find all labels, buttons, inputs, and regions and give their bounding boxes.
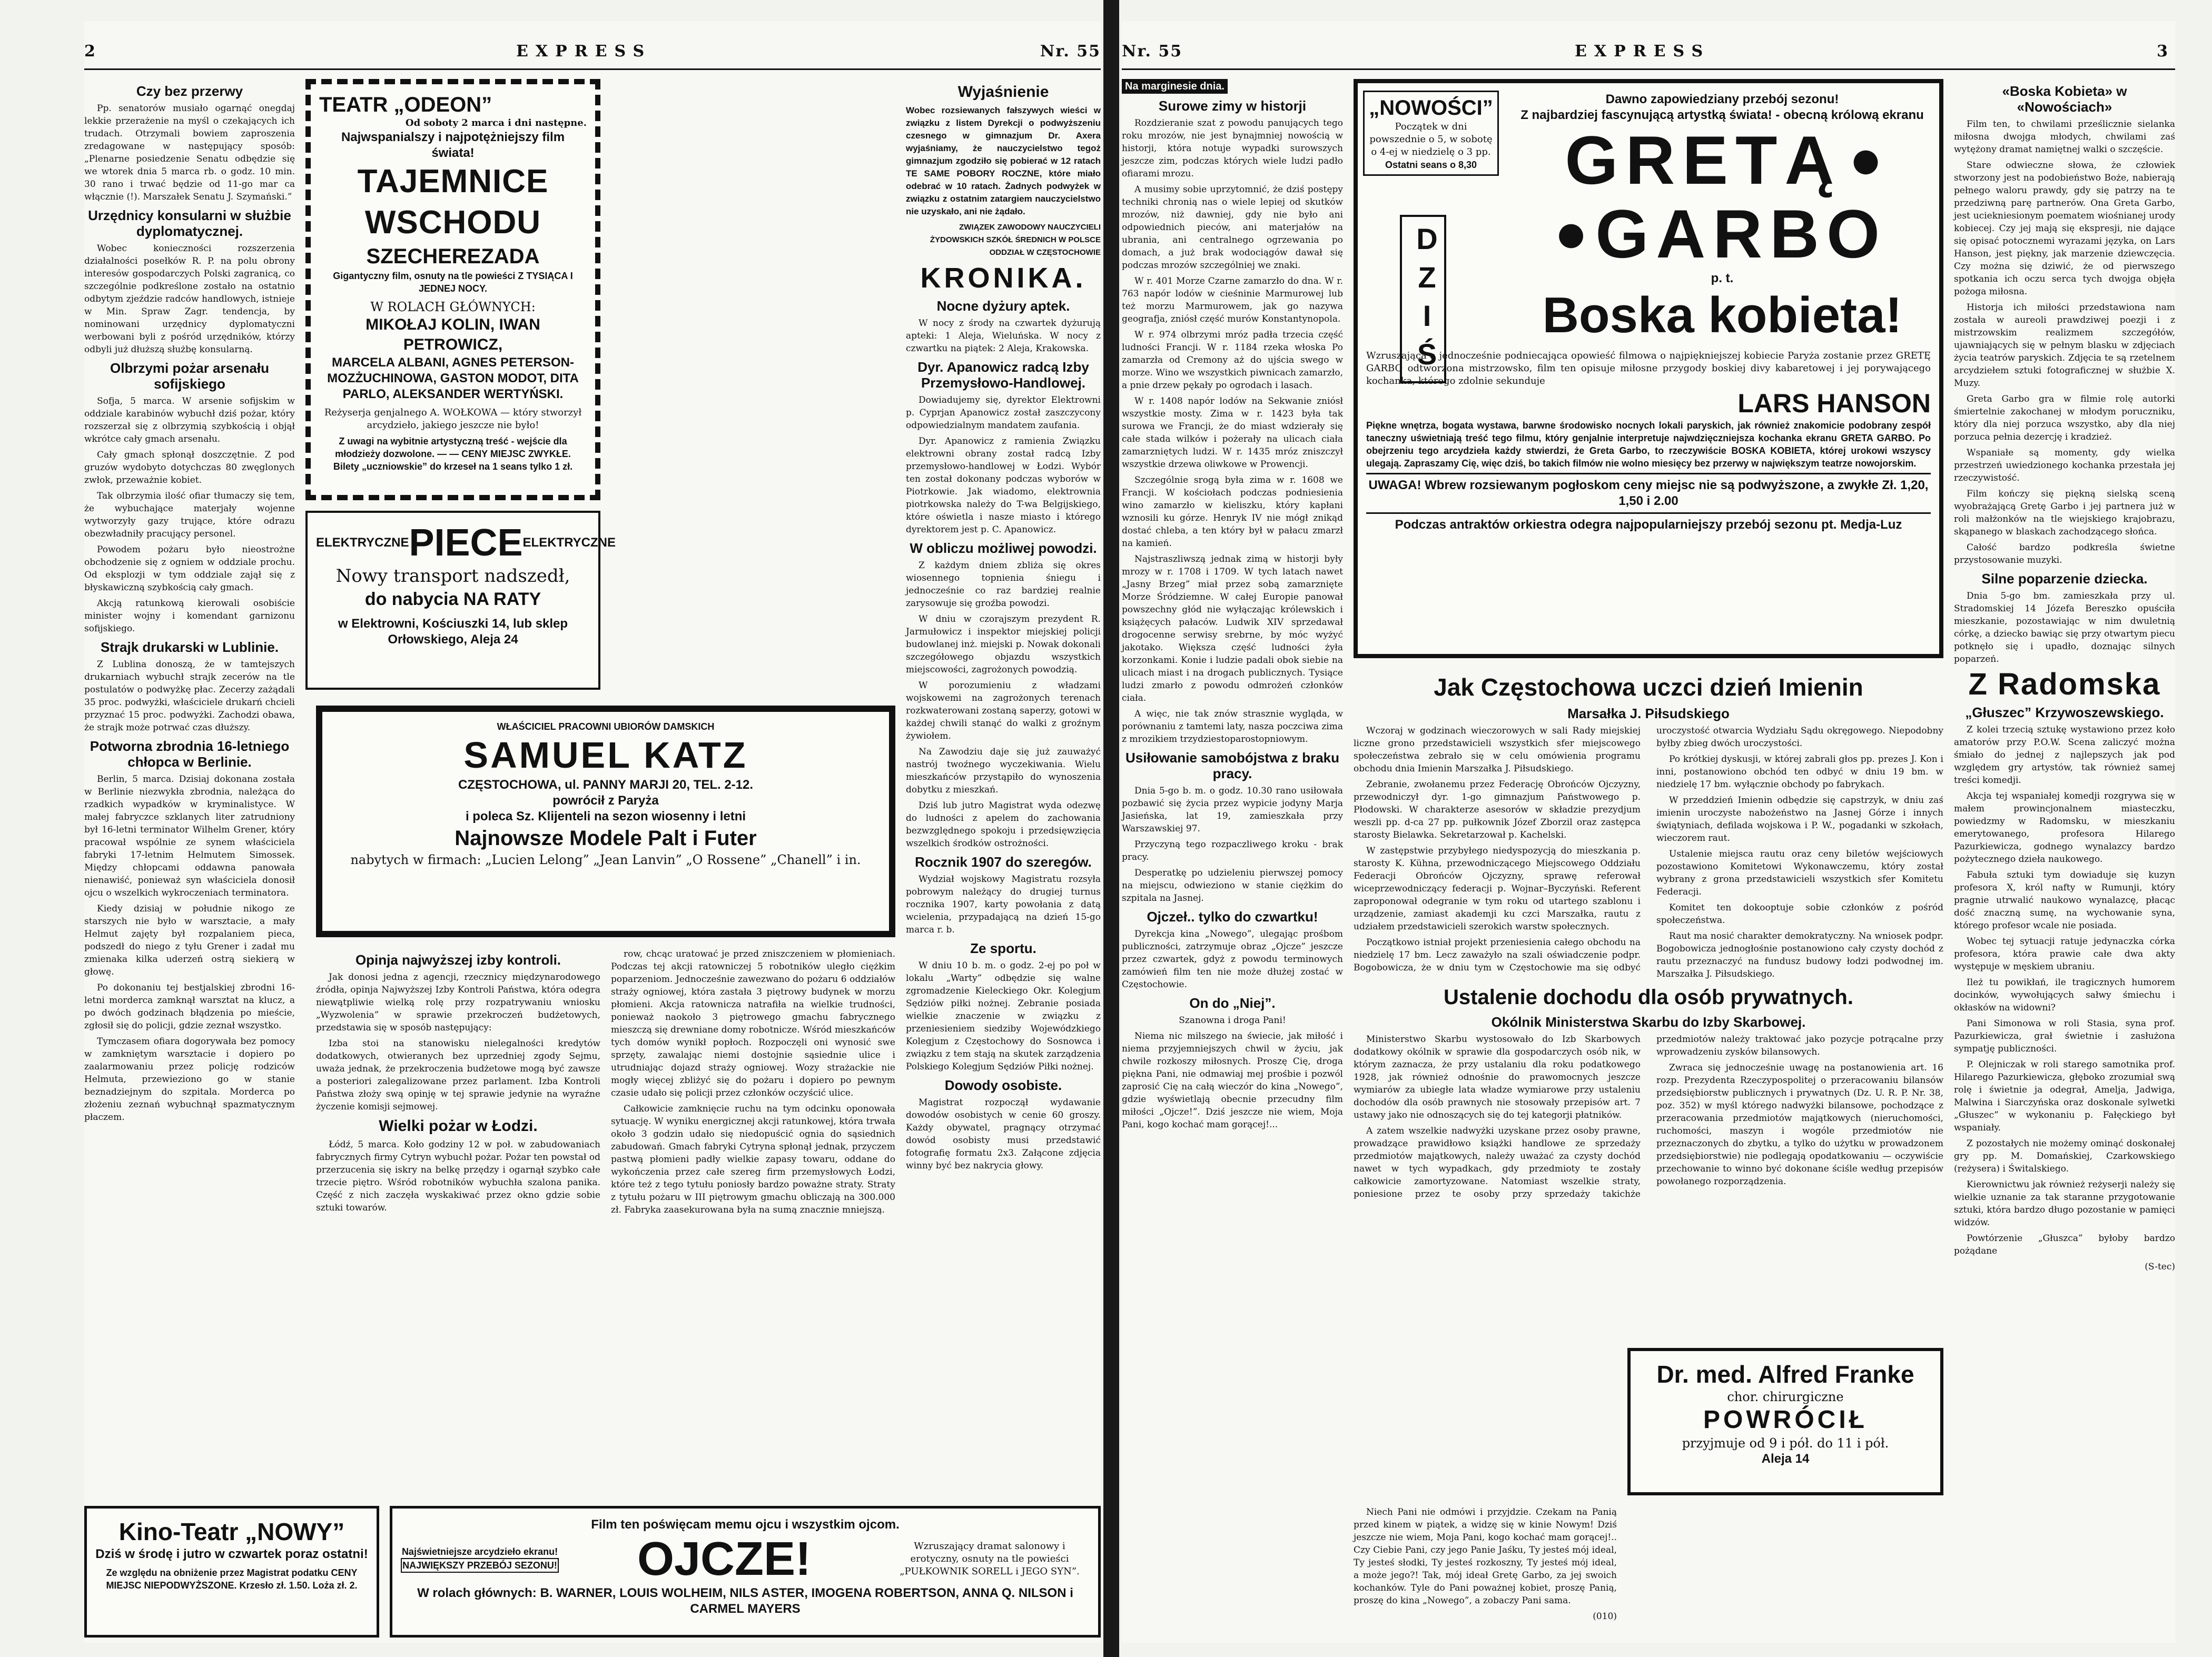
ad-nowosci-desc: Wzruszająca a jednocześnie podniecająca opowieść filmowa o najpiękniejszej kobiecie Paryża zostanie przez GRETĘ GARBO odtworzona mistrzowsko, film ten opisuje miłosne przygody boskiej divy kabaretowej i jej porywającego kochanka, którego zdolnie sekunduje [1366,350,1931,386]
paragraph: Kiedy dzisiaj w południe nikogo ze starszych nie było w warsztacie, a mały Helmut zajęty był rozpalaniem pieca, podszedł do niego z tyłu Grener i zadał mu zmienaka kilka uderzeń ostrą siekierą w głowę. [84,904,295,977]
section-title-kronika: KRONIKA. [920,262,1087,294]
paragraph: Na Zawodziu daje się już zauważyć nastrój twoźnego wyczekiwania. Wielu mieszkańców przystąpiło do wynoszenia dobytku z mieszkań. [906,747,1101,795]
paragraph: A więc, nie tak znów strasznie wygląda, w porównaniu z tamtemi laty, nasza poczciwa zima z mrozikiem trzydziestoparostopniowym. [1122,709,1343,745]
paragraph: A zatem wszelkie nadwyżki uzyskane przez osoby prawne, prowadzące prawidłowo książki handlowe ze sprzedaży przedmiotów majątkowych, należy uważać za czysty dochód nawet w tych wypadkach, gdy przedmioty te zostały całkowicie zamortyzowane. Natomiast wszelkie straty, poniesione przez te osoby przy sprzedaży takichże przedmiotów należy traktować jako pozycje potrącalne przy wprowadzeniu zysków bilansowych. [1354,1034,1943,1199]
heading: Potworna zbrodnia 16-letniego chłopca w Berlinie. [90,738,290,770]
paragraph: Szczególnie srogą była zima w r. 1608 we Francji. W kościołach podczas podniesienia wino zamarzło w kieliszku, który kapłani wznosili ku górze. Henryk IV nie mógł znikąd dostać chleba, a ten który był w pałacu zmarzł na kamień. [1122,475,1343,549]
right-header [1122,21,2175,70]
heading: Dowody osobiste. [944,1077,1062,1093]
paragraph: Niech Pani nie odmówi i przyjdzie. Czekam na Panią przed kinem w piątek, a widzę się w kinie Nowym! Dziś jeszcze nie wiem, Moja Pani, kogo kochać mam gorącej!.. Czy Ciebie Pani, czy jego Panie Jaśku, Ty jesteś mój ideal, Ty jesteś słodki, Ty jesteś rozkoszny, Ty jesteś mój ideal, a może jego?! Tak, mój ideał Gretę Garbo, za jej swoich kochanków. Tyle do Pani poważnej kobiet, proszę Panią, proszę do kina „Nowego”, a zobaczy Pani sama. [1354,1507,1617,1606]
right-column-1 [1122,79,1343,1638]
ad-piece-line-1: Nowy transport nadszedł, [335,565,570,587]
paragraph: Wobec konieczności rozszerzenia działalności posełków R. P. na polu obrony interesów gospodarczych Polski zagranicą, co szczególnie podkreślone zostało na ostatnio odbytym zjeździe radców handlowych, istnieje w Min. Spraw Zagr. tendencja, by nominowani urzędnicy dyplomatyczni werbowani byli z pośród urzędników, którzy odbyli już dłuższą służbę konsularną. [84,243,295,355]
heading: Ustalenie dochodu dla osób prywatnych. [1444,986,1853,1009]
paragraph: Izba stoi na stanowisku nielegalności kredytów dodatkowych, otwieranych bez uprzedniej zgody Sejmu, uważa jednak, że przekroczenia budżetowe mogą być zawsze a posteriori zalegalizowane przez parlament. Izba Kontroli Państwa złoży swą opinję w tej sprawie jedynie na wyraźne życzenie komisji sejmowej. [316,1038,600,1112]
paragraph: W r. 974 olbrzymi mróz padła trzecia część ludności Francji. W r. 1184 rzeka włoska Po zamarzła od Cremony aż do ujścia swego w morze. Wino we wszystkich piwnicach zamarzło, a pnie drzew pękały po ogrodach i lasach. [1122,330,1343,391]
kicker: Na marginesie dnia. [1122,79,1228,94]
ad-odeon-roles: W ROLACH GŁÓWNYCH: [370,300,536,314]
ad-star-row-2 [1514,197,1931,271]
ad-nowy-name: Kino-Teatr „NOWY” [118,1518,345,1545]
greeting: Szanowna i droga Pani! [1179,1015,1286,1026]
ad-ojcze-row [401,1533,1090,1585]
heading: Strajk drukarski w Lublinie. [100,639,279,655]
paragraph: Stare odwieczne słowa, że człowiek stworzony jest na podobieństwo Boże, nabierają pełnego waloru prawdy, gdy się patrzy na te przedziwną parę partnerów. Ona Greta Garbo, jest uciekniesionym poematem wiośnianej urody kobiecej. Czy jej mają się ekspresji, nie dające się opisać potocznemi wyrazami języka, on Lars Hanson, jest piękny, jak marzenie dziewczęcia. Czy można się dziwić, że od pierwszego spotkania ich oczu serca tych dwojga objęła pożoga miłosna. [1954,160,2175,297]
paragraph: W przeddzień Imienin odbędzie się capstrzyk, w dniu zaś imienin uroczyste nabożeństwo na Jasnej Górze i innych świątyniach, defilada wojskowa i P. W., pogadanki w szkołach, wieczorem raut. [1656,795,1943,844]
heading: Usiłowanie samobójstwa z braku pracy. [1125,750,1339,781]
heading: Urzędnicy konsularni w służbie dyplomatycznej. [88,207,291,239]
heading: On do „Niej”. [1189,995,1276,1011]
ad-ojcze-cast: W rolach głównych: B. WARNER, LOUIS WOLHEIM, NILS ASTER, IMOGENA ROBERTSON, ANNA Q. NILSON i CARMEL MAYERS [417,1586,1073,1616]
heading: Silne poparzenie dziecka. [1981,571,2148,587]
heading: „Głuszec” Krzywoszewskiego. [1965,705,2164,720]
ad-nowosci-title: Boska kobieta! [1542,287,1902,343]
heading: Ze sportu. [970,940,1036,956]
heading: Jak Częstochowa uczci dzień Imienin [1434,673,1863,701]
paragraph: Z kolei trzecią sztukę wystawiono przez koło amatorów przy P.O.W. Scena zaliczyć można śmiało do jednej z najlepszych jak pod względem gry artystów, tak również samej treści komedji. [1954,725,2175,786]
paragraph: Z Lublina donoszą, że w tamtejszych drukarniach wybuchł strajk zecerów na tle postulatów o podwyżkę płac. Zecerzy zażądali 35 proc. podwyżki, właściciele drukarń chcieli przyznać 15 proc. podwyżki. Zachodzi obawa, że strajk może potrwać czas dłuższy. [84,659,295,733]
ad-odeon-subtitle: SZECHEREZADA [366,245,540,268]
heading: Opinja najwyższej izby kontroli. [355,952,561,968]
ad-kino-nowy [84,1506,379,1638]
paragraph: W r. 401 Morze Czarne zamarzło do dna. W r. 763 napór lodów w cieśninie Marmurowej lub też morzu Marmurowem, jak go nazywa geografja, zniósł część murów Konstantynopola. [1122,276,1343,324]
paragraph: Powodem pożaru było nieostrożne obchodzenie się z ogniem w oddziale prochu. Od eksplozji w tym oddziale zajął się z błyskawiczną szybkością cały gmach. [84,544,295,593]
heading: Czy bez przerwy [136,83,243,99]
ad-katz-returned: powrócił z Paryża [552,793,659,808]
ad-franke-address: Aleja 14 [1761,1452,1810,1466]
paragraph: A musimy sobie uprzytomnić, że dziś postępy techniki chronią nas o wiele lepiej od skutków mrozów, niż dawniej, gdy nie było ani odpowiednich pieców, ani materjałów na ubrania, ani centralnego ogrzewania po domach, a już brak wodociągów dawał się podczas mrozów szczególniej we znaki. [1122,184,1343,271]
ad-piece-line-3: w Elektrowni, Kościuszki 14, lub sklep Orłowskiego, Aleja 24 [338,617,568,647]
paragraph: Raut ma nosić charakter demokratyczny. Na wniosek podpr. Bogobowicza jednogłośnie postanowiono cały czysty dochód z rautu przeznaczyć na fundusz budowy łodzi podwodnej im. Marszałka J. Piłsudskiego. [1656,931,1943,979]
ad-ojcze-title: OJCZE! [637,1533,812,1585]
section-title-radomsko: Z Radomska [1968,667,2161,701]
heading: W obliczu możliwej powodzi. [910,540,1097,556]
ad-katz-models: Najnowsze Modele Palt i Futer [455,827,757,850]
ad-dr-franke [1627,1348,1943,1495]
heading: «Boska Kobieta» w «Nowościach» [2002,83,2127,115]
right-column-bottom [1354,1506,1617,1638]
ad-ojcze [390,1506,1101,1638]
ad-odeon-theatre: TEATR „ODEON” [319,93,492,116]
ad-nowosci-name: „NOWOŚCI” [1369,96,1493,120]
paragraph: Magistrat rozpoczął wydawanie dowodów osobistych w cenie 60 groszy. Każdy obywatel, pragnący otrzymać dowód osobisty musi przedstawić fotografię formatu 2x3. Załącone zdjęcia winny być bez nakrycia głowy. [906,1097,1101,1171]
ad-katz-line: i poleca Sz. Klijenteli na sezon wiosenny i letni [465,809,746,823]
ad-nowosci-dzis: DZIŚ [1400,215,1446,383]
paragraph: Po krótkiej dyskusji, w której zabrali głos pp. prezes J. Kon i inni, postanowiono obchód ten odbyć w dniu 19 bm. w niedzielę 17 bm. wyłącznie obchody po fabrykach. [1656,754,1943,790]
ad-nowosci-pt: p. t. [1711,271,1734,285]
paragraph: Akcją ratunkową kierowali osobiście minister wojny i komendant garnizonu sofijskiego. [84,598,295,634]
paragraph: Sofja, 5 marca. W arsenie sofijskim w oddziale karabinów wybuchł dziś pożar, który rozszerzał się z olbrzymią szybkością i objął wkrótce cały gmach arsenału. [84,396,295,444]
paragraph: Z każdym dniem zbliża się okres wiosennego topnienia śniegu i jednocześnie co raz bardziej realnie zarysowuje się groźba powodzi. [906,560,1101,609]
paragraph: Cały gmach spłonął doszczętnie. Z pod gruzów wydobyto dotychczas 80 zwęglonych zwłok, przeważnie kobiet. [84,450,295,485]
paragraph: Wczoraj w godzinach wieczorowych w sali Rady miejskiej liczne grono przedstawicieli wszystkich sfer miejscowego społeczeństwa zebrało się w celu omówienia programu obchodu dnia Imienin Marszałka J. Piłsudskiego. [1354,726,1641,774]
paragraph: W dniu 10 b. m. o godz. 2-ej po poł w lokalu „Warty” odbędzie się walne zgromadzenie Kieleckiego Okr. Kolegjum Sędziów piłki nożnej. Zebranie posiada wielkie znaczenie w związku z przeniesieniem siedziby Wojewódzkiego Kolegjum z Częstochowy do Sosnowca i związku z tem stają na skutek zarządzenia Polskiego Kolegjum Sędziów Piłki nożnej. [906,960,1101,1072]
ad-franke-name: Dr. med. Alfred Franke [1656,1361,1914,1388]
ad-ojcze-left-1: Najświetniejsze arcydzieło ekranu! [401,1546,558,1557]
left-page [84,21,1101,1643]
paragraph: Zebranie, zwołanemu przez Federację Obrońców Ojczyzny, przewodniczył dyr. 1-go gimnazjum Państwowego p. Płodowski. W charakterze asesorów w składzie prezydjum weszli pp. d-ca 27 pp. pułkownik Józef Zborzil oraz zastępca starosty Bielawka. Sekretarzował p. Kachelski. [1354,779,1641,840]
ad-piece-headline [316,521,616,564]
ad-nowosci-main [1514,92,1931,344]
paragraph: Po dokonaniu tej bestjalskiej zbrodni 16-letni morderca zamknął warsztat na klucz, a po dwóch godzinach błądzenia po mieście, zgłosił się do policji, gdzie zeznał wszystko. [84,983,295,1031]
ad-odeon-director: Reżyserja genjalnego A. WOŁKOWA — który stworzył arcydzieło, jakiego jeszcze nie było! [324,407,582,431]
paragraph: Przyczyną tego rozpaczliwego kroku - brak pracy. [1122,839,1343,862]
right-page [1122,21,2175,1643]
paragraph: Z pozostałych nie możemy ominąć doskonałej gry pp. M. Domańskiej, Czarkowskiego (reżysera) i Świtalskiego. [1954,1138,2175,1174]
left-column-1 [84,79,295,1632]
paragraph: W zastępstwie przybyłego niedyspozycją do mieszkania p. starosty K. Kühna, przewodniczącego Miejscowego Oddziału Federacji Obrońców Ojczyzny, sprawę referował wiceprzewodniczący federacji p. Wojnar–Byczyński. Referent zaproponował odegranie w tym roku od utartego szablonu i urządzenie, zamiast akademji ku czci Marszałka, rautu z udziałem przedstawicieli szerokich warstw społecznych. [1354,846,1641,932]
ad-ojcze-left [401,1545,559,1573]
left-page-number: 2 [84,42,103,61]
ad-katz-firms: nabytych w firmach: „Lucien Lelong” „Jean Lanvin” „O Rossene” „Chanell” i in. [350,852,861,867]
divider [1366,512,1931,514]
ad-franke-spec: chor. chirurgiczne [1727,1390,1844,1404]
paragraph: P. Olejniczak w roli starego samotnika prof. Hilarego Pazurkiewicza, głęboko zrozumiał swą rolę i świetnie ja odegrał, Amelja, Jadwiga, Malwina i Siarczyńska oraz doskonale sylwetki „Głuszec” w wykonaniu p. Fałęckiego był wspaniały. [1954,1059,2175,1133]
ad-katz-address: CZĘSTOCHOWA, ul. PANNY MARJI 20, TEL. 2-12. [458,778,754,792]
ad-nowosci-orchestra: Podczas antraktów orkiestra odegra najpopularniejszy przebój sezonu pt. Medja-Luz [1395,518,1902,532]
bullet-icon: ● [1557,215,1585,252]
right-column-3 [1954,79,2175,1638]
paragraph: Tak olbrzymia ilość ofiar tłumaczy się tem, że wybuchające materjały wojenne wytworzyły gazy trujące, które odrazu obezwładniły pracujący personel. [84,491,295,539]
signature: ZWIĄZEK ZAWODOWY NAUCZYCIELI ŻYDOWSKICH SZKÓŁ ŚREDNICH W POLSCE ODDZIAŁ W CZĘSTOCHOWIE [930,223,1101,257]
paragraph: Pp. senatorów musiało ogarnąć onegdaj lekkie przerażenie na myśl o czekających ich trudach. Otrzymali bowiem zaproszenia zredagowane w następujący sposób: „Plenarne posiedzenie Senatu odbędzie się we wtorek dnia 5 marca rb. o godz. 10 min. 30 rano i trwać będzie od 11-go mar ca włącznie (!). Marszałek Senatu J. Szymański.” [84,103,295,202]
left-header [84,21,1101,70]
ad-katz-owner: WŁAŚCICIEL PRACOWNI UBIORÓW DAMSKICH [497,721,715,732]
bullet-icon: ● [1852,142,1880,178]
ad-franke-hours: przyjmuje od 9 i pół. do 11 i pół. [1682,1436,1889,1451]
ad-nowosci-box [1363,91,1499,176]
ad-odeon-cast-2: MARCELA ALBANI, AGNES PETERSON-MOZŻUCHINOWA, GASTON MODOT, DITA PARLO, ALEKSANDER WERTYŃSKI. [327,355,579,401]
ad-star-2: GARBO [1595,195,1888,272]
left-issue: Nr. 55 [1040,42,1101,61]
ad-star-row-1 [1514,123,1931,197]
heading: Olbrzymi pożar arsenału sofijskiego [110,360,269,392]
paragraph: Zwraca się jednocześnie uwagę na postanowienia art. 16 rozp. Prezydenta Rzeczypospolitej o przeracowaniu bilansów przedsiębiorstw publicznych i prywatnych (Dz. U. R. P. Nr. 38, poz. 352) w myśl którego nadwyżki bilansowe, pochodzące z przeracowania przedmiotów majątkowych (nieruchomości, ruchomości, maszyn i wogóle przedmiotów nie przeznaczonych do zbytku, a tylko do użytku w prowadzonem przedsiębiorstwie) nie podlegają opodatkowaniu — oczywiście przechowanie to winno być dokonane ściśle według przepisów powołanego rozporządzenia. [1656,1063,1943,1187]
heading: Rocznik 1907 do szeregów. [915,854,1092,870]
left-column-2 [316,948,600,1495]
subheading: Marsałka J. Piłsudskiego [1567,706,1730,721]
ad-ojcze-top: Film ten poświęcam memu ojcu i wszystkim ojcom. [591,1517,900,1532]
paragraph: Tymczasem ofiara dogorywała bez pomocy w zamkniętym warsztacie i dopiero po zaalarmowaniu przez policję rodziców Helmuta, przewieziono go w stanie beznadziejnym do szpitala. Morderca po złożeniu zeznań wybuchnął spazmatycznym płaczem. [84,1036,295,1123]
paragraph: Wobec rozsiewanych fałszywych wieści w związku z listem Dyrekcji o podwyższeniu czesnego w gimnazjum Dr. Axera wyjaśniamy, że nauczycielstwo tegoż gimnazjum zgodziło się pobierać w 12 ratach TE SAME POBORY ROCZNE, które miało odebrać w 10 ratach. Żadnych podwyżek w związku z ostatnim zatargiem nauczycielstwo nie uzyskało, ani nie żądało. [906,105,1101,216]
ad-nowy-line-1: Dziś w środę i jutro w czwartek poraz ostatni! [95,1547,368,1561]
ad-odeon-title: TAJEMNICE WSCHODU [357,163,549,241]
ad-piece-center: PIECE [409,522,523,564]
paragraph: Film ten, to chwilami prześlicznie sielanka miłosna dwojga młodych, chwilami zaś wytężony dramat namiętnej walki o szczęście. [1954,119,2175,155]
ad-piece-right: ELEKTRYCZNE [522,535,616,550]
paragraph: Wspaniałe są momenty, gdy wielka przestrzeń uwiedzionego kochanka przestała jej rzeczywistość. [1954,448,2175,483]
heading: Nocne dyżury aptek. [936,298,1070,314]
ad-odeon-cast-1: MIKOŁAJ KOLIN, IWAN PETROWICZ, [366,316,540,353]
paragraph: Jak donosi jedna z agencji, rzecznicy międzynarodowego źródła, opinja Najwyższej Izby Kontroli Państwa, która odegra niewątpliwie wielką rolę przy rozpatrywaniu wniosku „Wyzwolenia” w sprawie przekroczeń budżetowych, przedstawia się w sposób następujący: [316,972,600,1033]
paragraph: Wobec tej sytuacji ratuje jedynaczka córka profesora, która prawie całe dwa akty występuje w męskiem ubraniu. [1954,936,2175,972]
heading: Surowe zimy w historji [1158,98,1307,114]
ad-nowosci-line-2: Ostatni seans o 8,30 [1385,160,1477,170]
paragraph: Początkowo istniał projekt przeniesienia całego obchodu na niedzielę 17 bm. Lecz zaważyło na szali oświadczenie podpr. Bogobowicza, że w dniu tym w Częstochowie ma się odbyć uroczystość otwarcia Wydziału Sądu okręgowego. Niepodobny byłby zbieg dwóch uroczystości. [1354,726,1943,973]
paragraph: Najstraszliwszą jednak zimą w historji były mrozy w r. 1708 i 1709. W tych latach nawet „Jasny Brzeg” miał przez sobą zamarznięte Morze Śródziemne. W całej Europie panował powszechny głód nie wyłączając królewskich i książęcych pałaców. Ludwik XIV sprzedawał drogocenne serwisy srebrne, by móc wyżyć jakotako. Większa część ludności żyła korzonkami. Konie i ludzie padali obok siebie na ulicach miast i na drogach publicznych. Tysiące ludzi zmarło z powodu odmrożeń członków ciała. [1122,554,1343,703]
ad-odeon-note-2: Bilety „uczniowskie” do krzeseł na 1 seans tylko 1 zł. [333,461,573,472]
ad-odeon-note-1: Z uwagi na wybitnie artystyczną treść - wejście dla młodzieży dozwolone. — — CENY MIEJSC ZWYKŁE. [335,436,571,459]
right-masthead: EXPRESS [1575,42,1711,61]
paragraph: Wydział wojskowy Magistratu rozsyła pobrowym należący do drugiej turnus rocznika 1907, karty powołania z datą wcielenia, przypadającą na dzień 15-go marca r. b. [906,874,1101,935]
ad-odeon-dates: Od soboty 2 marca i dni następne. [405,117,587,128]
ad-nowosci-hero: LARS HANSON [1737,389,1931,418]
paragraph: Pani Simonowa w roli Stasia, syna prof. Pazurkiewicza, grał świetnie i zasłużona sympatję publiczności. [1954,1018,2175,1054]
ad-franke-returned: POWRÓCIŁ [1703,1406,1868,1434]
ad-samuel-katz [316,706,895,937]
ad-odeon-desc: Gigantyczny film, osnuty na tle powieści Z TYSIĄCA I JEDNEJ NOCY. [333,271,573,294]
right-issue: Nr. 55 [1122,42,1183,61]
ad-katz-name: SAMUEL KATZ [463,735,748,776]
paragraph: Dyrekcja kina „Nowego”, ulegając prośbom publiczności, zatrzymuje obraz „Ojcze” jeszcze przez czwartek, gdyż z powodu terminowych zamówień film ten nie może dłużej zostać w Częstochowie. [1122,929,1343,990]
heading: Wielki pożar w Łodzi. [379,1117,538,1135]
paragraph: Dowiadujemy się, dyrektor Elektrowni p. Cyprjan Apanowicz został zaszczycony odpowiedzialnym mandatem zaufania. [906,395,1101,431]
ad-nowy-line-2: Ze względu na obniżenie przez Magistrat podatku CENY MIEJSC NIEPODWYŻSZONE. Krzesło zł. 1.50. Loża zł. 2. [106,1567,358,1591]
ad-nowosci-greta-garbo [1354,79,1943,658]
paragraph: Historja ich miłości przedstawiona nam została w aureoli prawdziwej poezji i z mistrzowskim realizmem szczegółów, ujawniających się w pełnym blasku w zdjęciach życia teatrów paryskich. Zdjęcia te są rzetelnem arcydziełem sztuki fotograficznej w służbie X. Muzy. [1954,302,2175,389]
ad-ojcze-right: Wzruszający dramat salonowy i erotyczny, osnuty na tle powieści „PUŁKOWNIK SORELL i JEGO SYN”. [900,1541,1080,1577]
ad-teatr-odeon [305,79,600,500]
ad-star-1: GRETĄ [1565,122,1842,199]
paragraph: W r. 1408 napór lodów na Sekwanie zniósł wszystkie mosty. Zima w r. 1423 była tak surowa we Francji, że do miast wdzierały się całe stada wilków i pożerały na ulicach ciała zamarzniętych ludzi. W r. 1435 mróz zniszczył wszystkie drzewa oliwkowe w Prowencji. [1122,396,1343,470]
ad-nowosci-warn: UWAGA! Wbrew rozsiewanym pogłoskom ceny miejsc nie są podwyższone, a zwykłe Zł. 1,20, 1,50 i 2.00 [1368,478,1929,508]
divider [1366,473,1931,474]
paragraph: W dniu w czorajszym prezydent R. Jarmułowicz i inspektor miejskiej policji budowlanej inż. miejski p. Nowak dokonali szczegółowego objazdu wszystkich miejscowości, zagrożonych powodzią. [906,614,1101,675]
heading: Wyjaśnienie [957,83,1049,101]
paragraph: Powtórzenie „Głuszca” byłoby bardzo pożądane [1954,1233,2175,1256]
paragraph: Całość bardzo podkreśla świetne przystosowanie muzyki. [1954,542,2175,565]
paragraph: Rozdzieranie szat z powodu panujących tego roku mrozów, nie jest bynajmniej nowością w historji, która notuje wypadki surowszych jeszcze zim, podczas których wiele ludzi padło ofiarami mrozu. [1122,118,1343,179]
paragraph: Kierownictwu jak również reżyserji należy się wielkie uznanie za tak staranne przygotowanie sztuki, która bardzo długo pozostanie w pamięci widzów. [1954,1179,2175,1228]
heading: Dyr. Apanowicz radcą Izby Przemysłowo-Handlowej. [917,359,1089,391]
paragraph: Greta Garbo gra w filmie rolę autorki śmiertelnie zakochanej w młodym poruczniku, który dla niej porzuca wszystko, aby dla niej porzuca pełnia dezercję i kradzież. [1954,394,2175,442]
ad-piece-left: ELEKTRYCZNE [316,535,409,550]
paragraph: Ministerstwo Skarbu wystosowało do Izb Skarbowych dodatkowy okólnik w sprawie dla gospodarczych osób nik, w którym zaznacza, że przy ustalaniu dla roku podatkowego 1928, jak również odnośnie do prawomocnych jeszcze wymiarów za ubiegłe lata władze wymiarowe przy ustaleniu dochodów dla osób prawnych nie stosowały przepisów art. 7 ustawy jako nie odnoszących się do tej kategorji płatników. [1354,1034,1641,1120]
ad-nowosci-top-2: Z najbardziej fascynującą artystką świata! - obecną królową ekranu [1520,108,1924,122]
signature: (010) [1593,1611,1617,1622]
left-column-3 [611,948,895,1495]
paragraph: Berlin, 5 marca. Dzisiaj dokonana została w Berlinie niezwykła zbrodnia, należąca do rzadkich wypadków w kryminalistyce. W małej fabryczce szklanych liter zatrudniony był 16-letni terminator Wilhelm Grener, który pracował wspólnie ze synem właściciela fabryki 17-letnim Helmutem Simossek. Między chłopcami oddawna panowała nienawiść, ponieważ syn właściciela donosił ojcu o wszelkich wykroczeniach terminatora. [84,774,295,898]
ad-nowosci-top-1: Dawno zapowiedziany przebój sezonu! [1605,92,1839,106]
paragraph: row, chcąc uratować je przed zniszczeniem w płomieniach. Podczas tej akcji ratowniczej 5 robotników uległo ciężkim poparzeniom. Jednocześnie zawezwano do pożaru 6 oddziałów straży ogniowej, która zastała 3 piętrowy budynek w morzu płomieni. Akcja ratownicza natrafiła na wielkie trudności, ponieważ naokoło 3 piętrowego gmachu fabrycznego mieszczą się drewniane domy robotnicze. Wśród mieszkańców tych domów wynikł popłoch. Rozpoczęli oni wynosić swe sprzęty, zawalając niemi dostojnie sąsiednie ulice i utrudniając dojazd straży ogniowej. Wozy strażackie nie mogły więcej zbliżyć się do pożaru i dopiero po pewnym czasie udało się policji przez członków oczyścić ulice. [611,949,895,1098]
page-gutter [1103,0,1119,1657]
paragraph: Film kończy się piękną sielską sceną wyobrażającą Gretę Garbo i jej partnera już w roli małżonków na tle wiejskiego krajobrazu, skąpanego w blaskach zachodzącego słońca. [1954,489,2175,537]
ad-nowosci-blurb: Piękne wnętrza, bogata wystawa, barwne środowisko nocnych lokali paryskich, jak również znakomicie podobrany zespół taneczny uświetniają treść tego filmu, który genjalnie interpretuje najwdzięczniejsza kochanka ekranu GRETA GARBO. Po obejrzeniu tego arcydzieła każdy stwierdzi, że Greta Garbo, to rzeczywiście BOSKA KOBIETA, której urokowi wszyscy ulegają. Zapraszamy Cię, więc dziś, bo takich filmów nie wolno miesięcy bez przerwy w największym teatrze nowojorskim. [1366,420,1931,469]
paragraph: Akcja tej wspaniałej komedji rozgrywa się w małem prowincjonalnem miasteczku, powiedzmy w Radomsku, w mieszkaniu emerytowanego, profesora Hilarego Pazurkiewicza, godnego wynalazcy bardzo pożytecznego dzieła naukowego. [1954,791,2175,865]
ad-nowosci-line-1: Początek w dni powszednie o 5, w sobotę o 4-ej w niedzielę o 3 pp. [1369,121,1493,157]
paragraph: Dziś lub jutro Magistrat wyda odezwę do ludności z apelem do zachowania bezwzględnego spokoju i przedsięwzięcia wszelkich środków ostrożności. [906,800,1101,849]
left-column-4 [906,79,1101,1490]
paragraph: Desperatkę po udzieleniu pierwszej pomocy na miejscu, odwieziono w stanie ciężkim do szpitala na Jasnej. [1122,868,1343,904]
paragraph: Dyr. Apanowicz z ramienia Związku elektrowni obrany został radcą Izby przemysłowo-handlowej w Łodzi. Wybór ten został dokonany podczas wyborów w Piotrkowie. Jak wiadomo, elektrownia piotrkowska należy do T-wa Belgijskiego, które oświetla i nasze miasto i którego dyrektorem jest p. C. Apanowicz. [906,436,1101,535]
paragraph: Fabuła sztuki tym dowiaduje się kuzyn profesora X, król nafty w Rumunji, który pragnie utrwalić naukowo wynalazcę, płacąc dość znaczną sumę, na wychowanie syna, którego profesor wcale nie posiada. [1954,870,2175,931]
left-masthead: EXPRESS [516,42,652,61]
paragraph: Komitet ten dokooptuje sobie członków z pośród społeczeństwa. [1656,902,1943,926]
right-page-number: 3 [2157,42,2175,61]
paragraph: Dnia 5-go b. m. o godz. 10.30 rano usiłowała pozbawić się życia przez wypicie jodyny Marja Jasieńska, lat 19, zamieszkała przy Warszawskiej 97. [1122,786,1343,834]
paragraph: Całkowicie zamknięcie ruchu na tym odcinku oponowała sytuację. W wyniku energicznej akcji ratunkowej, która trwała około 3 godzin udało się niedopuścić ognia do sąsiednich zabudowań. Gmach fabryki Cytryna spłonął jednak, przyczem pastwą płomieni padły wielkie zapasy towaru, oddane do wykończenia przez całe szereg firm przemysłowych Łodzi, które też z tego tytułu poniosły bardzo poważne straty. Straty z tytułu pożaru w III piętrowym gmachu obliczają na 300.000 zł. Fabryka zaasekurowana była na sumą znacznie mniejszą. [611,1104,895,1215]
paragraph: Niema nic milszego na świecie, jak miłość i niema przyjemniejszych chwil w życiu, jak chwile rozkoszy miłosnych. Proszę Cię, droga piękna Pani, nie odmawiaj mej prośbie i pozwól zaprosić Cię na całą wieczór do kina „Nowego”, gdzie wyświetlają obecnie przecudny film miłości „Ojcze!”. Dziś jeszcze nie wiem, Moja Pani, kogo kochać mam gorącej!... [1122,1031,1343,1130]
paragraph: W porozumieniu z władzami wojskowemi na zagrożonych terenach rozkwaterowani zostaną saperzy, gotowi w każdej chwili stanąć do walki z groźnym żywiołem. [906,680,1101,741]
ad-odeon-tagline: Najwspanialszy i najpotężniejszy film świata! [341,130,565,160]
ad-ojcze-left-2: NAJWIĘKSZY PRZEBÓJ SEZONU! [401,1558,559,1573]
paragraph: Ustalenie miejsca rautu oraz ceny biletów wejściowych pozostawiono Komitetowi Wykonawczemu, który został wybrany z grona przedstawicieli wszystkich sfer Komitetu Federacji. [1656,849,1943,897]
ad-piece-elektryczne [305,511,616,690]
paragraph: Łódź, 5 marca. Koło godziny 12 w poł. w zabudowaniach fabrycznych firmy Cytryn wybuchł pożar. Pożar ten powstał od przerzucenia się iskry na belkę przędzy i ogarnął szybko całe trzecie piętro. Wśród robotników wybuchła szalona panika. Część z nich zaczęła wyskakiwać przez okno gdzie sobie sztuki towarów. [316,1139,600,1213]
ad-piece-line-2: do nabycia NA RATY [364,589,541,609]
signature: (S-tec) [2145,1262,2175,1272]
paragraph: Ileż tu powikłań, ile tragicznych humorem docinków, wywołujących sałwy śmiechu i okłasków na widowni? [1954,977,2175,1013]
paragraph: W nocy z środy na czwartek dyżurują apteki: 1 Aleja, Wieluńska. W nocy z czwartku na piątek: 2 Aleja, Krakowska. [906,318,1101,354]
subheading: Okólnik Ministerstwa Skarbu do Izby Skarbowej. [1491,1014,1806,1030]
heading: Ojczeł.. tylko do czwartku! [1147,909,1318,925]
paragraph: Dnia 5-go bm. zamieszkała przy ul. Stradomskiej 14 Józefa Bereszko opuściła mieszkanie, pozostawiając w nim dwuletnią córkę, a dziecko bawiąc się przy otwartym piecu potknęło się i upadło, doznając silnych poparzeń. [1954,591,2175,664]
